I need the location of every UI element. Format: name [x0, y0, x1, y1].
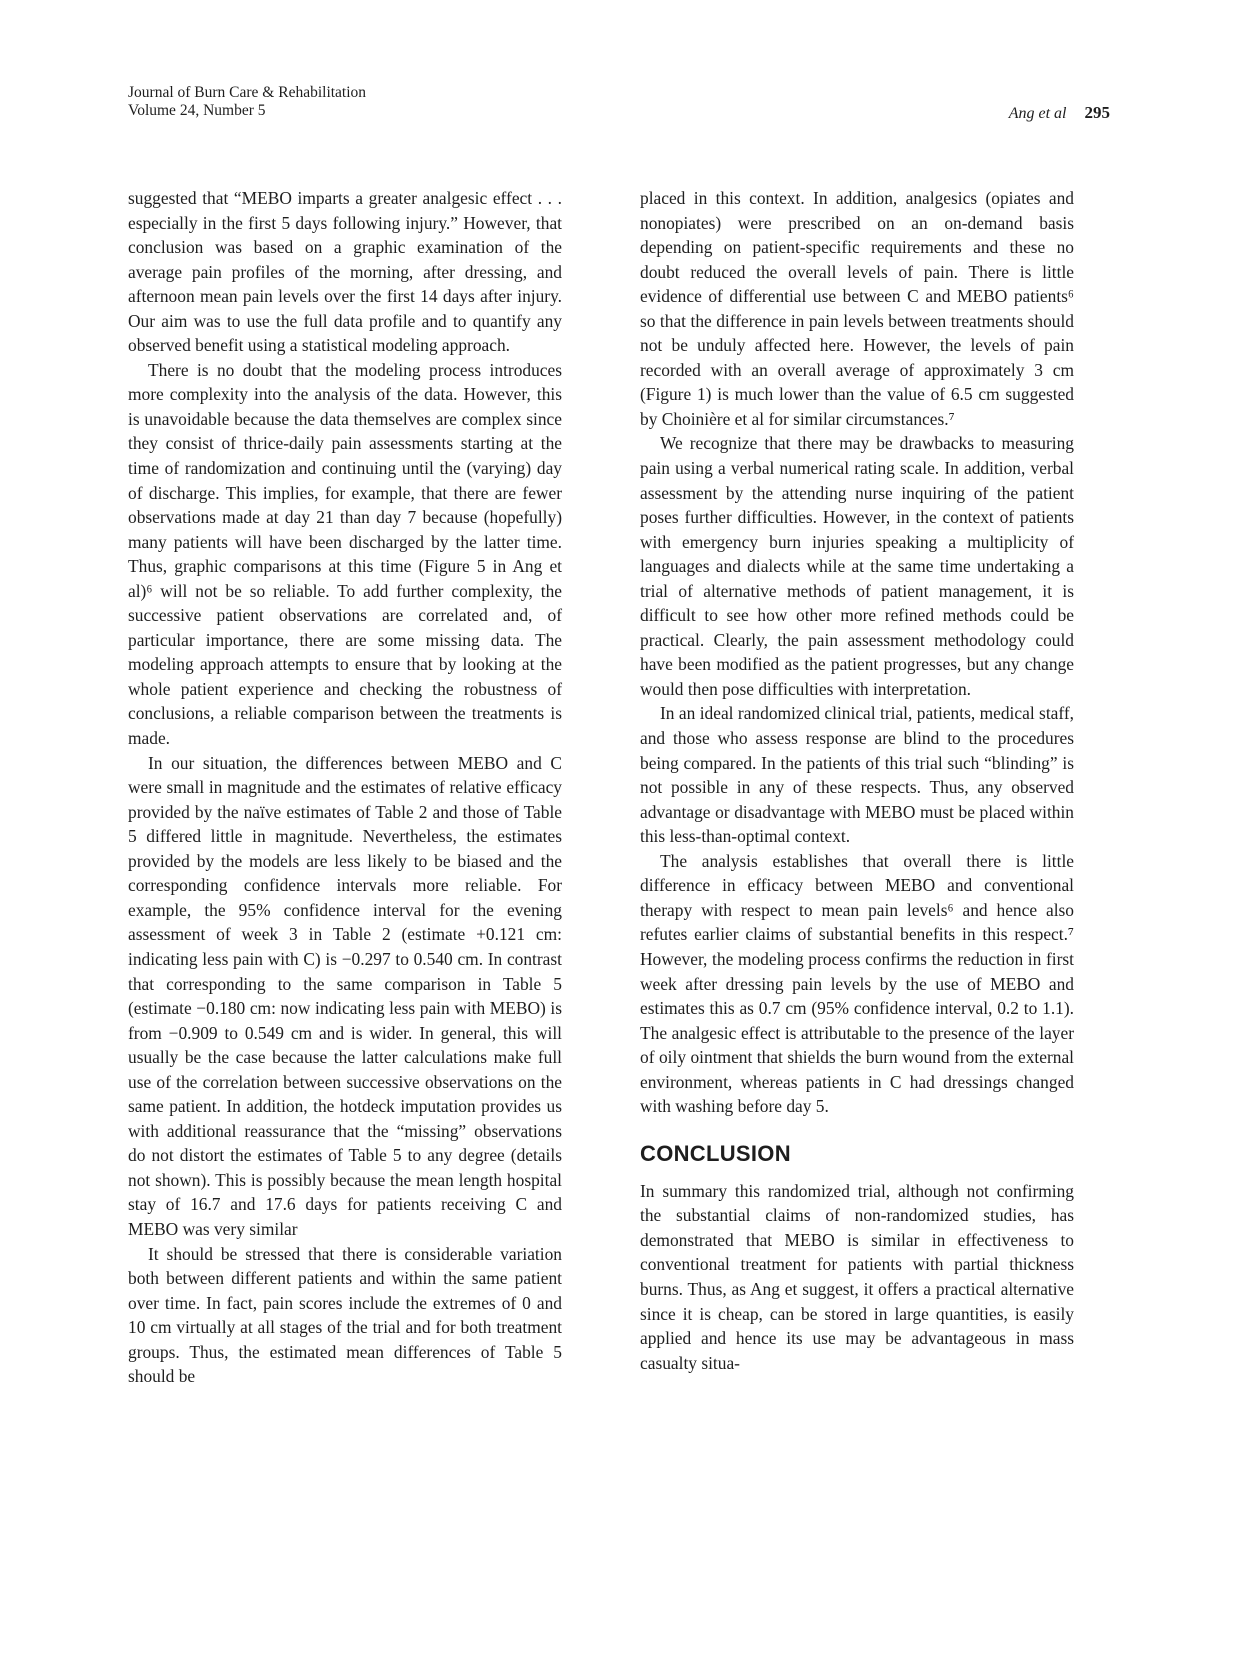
paragraph: It should be stressed that there is considerable variation both between different patients and within the same patient over time. In fact, pain scores include the extremes of 0 and 10 cm virtually at all stages of the trial and for both treatment groups. Thus, the estimated mean differences of Table 5 should be [128, 1243, 562, 1387]
journal-volume: Volume 24, Number 5 [128, 102, 266, 119]
paragraph: suggested that “MEBO imparts a greater analgesic effect . . . especially in the first 5 days following injury.” However, that conclusion was based on a graphic examination of the average pain profiles of the morning, after dressing, and afternoon mean pain levels over the first 14 days after injury. Our aim was to use the full data profile and to quantify any observed benefit using a statistical modeling approach. [128, 188, 562, 356]
paragraph: We recognize that there may be drawbacks to measuring pain using a verbal numerical rating scale. In addition, verbal assessment by the attending nurse inquiring of the patient poses further difficulties. However, in the context of patients with emergency burn injuries speaking a multiplicity of languages and dialects while at the same time undertaking a trial of alternative methods of patient management, it is difficult to see how other more refined methods could be practical. Clearly, the pain assessment methodology could have been modified as the patient progresses, but any change would then pose difficulties with interpretation. [640, 433, 1074, 699]
journal-title: Journal of Burn Care & Rehabilitation [128, 84, 367, 101]
right-column [640, 186, 1074, 1375]
page-number: 295 [1084, 103, 1110, 122]
section-heading: CONCLUSION [640, 1140, 791, 1166]
paragraph: In an ideal randomized clinical trial, patients, medical staff, and those who assess response are blind to the procedures being compared. In the patients of this trial such “blinding” is not possible in any of these respects. Thus, any observed advantage or disadvantage with MEBO must be placed within this less-than-optimal context. [640, 703, 1074, 847]
paragraph: placed in this context. In addition, analgesics (opiates and nonopiates) were prescribed on an on-demand basis depending on patient-specific requirements and these no doubt reduced the overall levels of pain. There is little evidence of differential use between C and MEBO patients⁶ so that the difference in pain levels between treatments should not be unduly affected here. However, the levels of pain recorded with an overall average of approximately 3 cm (Figure 1) is much lower than the value of 6.5 cm suggested by Choinière et al for similar circumstances.⁷ [640, 188, 1074, 429]
journal-header [128, 84, 366, 120]
running-authors: Ang et al [1008, 105, 1067, 122]
left-column [128, 186, 562, 1389]
conclusion-paragraph: In summary this randomized trial, although not confirming the substantial claims of non-randomized studies, has demonstrated that MEBO is similar in effectiveness to conventional treatment for patients with partial thickness burns. Thus, as Ang et suggest, it offers a practical alternative since it is cheap, can be stored in large quantities, is easily applied and hence its use may be advantageous in mass casualty situa- [640, 1180, 1074, 1373]
paragraph: In our situation, the differences between MEBO and C were small in magnitude and the estimates of relative efficacy provided by the naïve estimates of Table 2 and those of Table 5 differed little in magnitude. Nevertheless, the estimates provided by the models are less likely to be biased and the corresponding confidence intervals more reliable. For example, the 95% confidence interval for the evening assessment of week 3 in Table 2 (estimate +0.121 cm: indicating less pain with C) is −0.297 to 0.540 cm. In contrast that corresponding to the same comparison in Table 5 (estimate −0.180 cm: now indicating less pain with MEBO) is from −0.909 to 0.549 cm and is wider. In general, this will usually be the case because the latter calculations make full use of the correlation between successive observations on the same patient. In addition, the hotdeck imputation provides us with additional reassurance that the “missing” observations do not distort the estimates of Table 5 to any degree (details not shown). This is possibly because the mean length hospital stay of 16.7 and 17.6 days for patients receiving C and MEBO was very similar [128, 752, 562, 1239]
running-header [1009, 104, 1110, 123]
paragraph: There is no doubt that the modeling process introduces more complexity into the analysis of the data. However, this is unavoidable because the data themselves are complex since they consist of thrice-daily pain assessments starting at the time of randomization and continuing until the (varying) day of discharge. This implies, for example, that there are fewer observations made at day 21 than day 7 because (hopefully) many patients will have been discharged by the latter time. Thus, graphic comparisons at this time (Figure 5 in Ang et al)⁶ will not be so reliable. To add further complexity, the successive patient observations are correlated and, of particular importance, there are some missing data. The modeling approach attempts to ensure that by looking at the whole patient experience and checking the robustness of conclusions, a reliable comparison between the treatments is made. [128, 359, 562, 749]
paragraph: The analysis establishes that overall there is little difference in efficacy between MEBO and conventional therapy with respect to mean pain levels⁶ and hence also refutes earlier claims of substantial benefits in this respect.⁷ However, the modeling process confirms the reduction in first week after dressing pain levels by the use of MEBO and estimates this as 0.7 cm (95% confidence interval, 0.2 to 1.1). The analgesic effect is attributable to the presence of the layer of oily ointment that shields the burn wound from the external environment, whereas patients in C had dressings changed with washing before day 5. [640, 850, 1074, 1117]
